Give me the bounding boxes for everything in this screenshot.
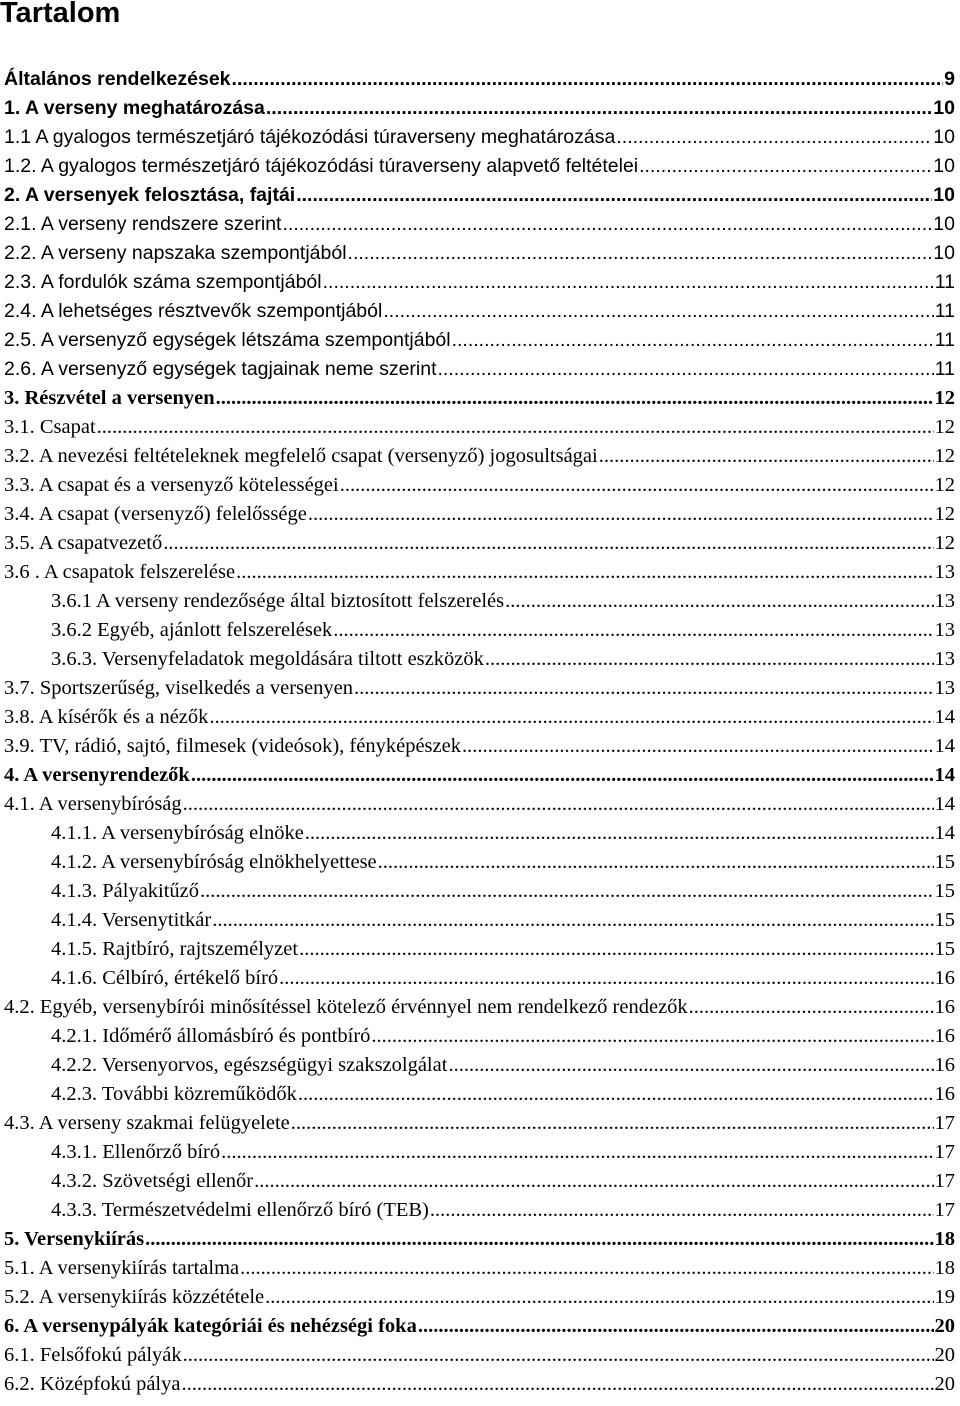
dot-leader: [505, 587, 933, 616]
dot-leader: [200, 877, 933, 906]
toc-entry[interactable]: [0, 645, 955, 674]
dot-leader: [266, 94, 932, 123]
toc-entry-label: 4.3.3. Természetvédelmi ellenőrző bíró (TEB): [51, 1199, 429, 1221]
toc-entry-label: 1.2. A gyalogos természetjáró tájékozódási túraverseny alapvető feltételei: [4, 155, 639, 177]
dot-leader: [183, 790, 934, 819]
toc-entry[interactable]: [0, 674, 955, 703]
dot-leader: [265, 1283, 933, 1312]
toc-entry-label: 2.4. A lehetséges résztvevők szempontjából: [4, 300, 383, 322]
toc-entry-page-number: 11: [934, 329, 955, 351]
toc-entry-label: 3.8. A kísérők és a nézők: [4, 706, 209, 728]
dot-leader: [254, 1167, 933, 1196]
dot-leader: [448, 1051, 933, 1080]
toc-entry-page-number: 14: [934, 822, 955, 844]
dot-leader: [348, 239, 933, 268]
toc-entry[interactable]: [0, 1080, 955, 1109]
toc-entry-page-number: 17: [934, 1112, 955, 1134]
dot-leader: [418, 1312, 934, 1341]
dot-leader: [298, 1080, 934, 1109]
dot-leader: [383, 297, 933, 326]
toc-entry-page-number: 11: [934, 358, 955, 380]
toc-entry-page-number: 10: [933, 213, 955, 235]
toc-entry-page-number: 10: [933, 155, 955, 177]
toc-entry-page-number: 13: [934, 561, 955, 583]
toc-entry-page-number: 17: [934, 1141, 955, 1163]
toc-entry-label: Általános rendelkezések: [4, 68, 231, 90]
toc-entry-label: 2.3. A fordulók száma szempontjából: [4, 271, 322, 293]
toc-entry-label: 4.1.5. Rajtbíró, rajtszemélyzet: [51, 938, 299, 960]
toc-entry-label: 3. Részvétel a versenyen: [4, 387, 215, 409]
toc-entry[interactable]: [0, 152, 955, 181]
dot-leader: [371, 1022, 933, 1051]
dot-leader: [145, 1225, 933, 1254]
toc-entry-label: 4.2.1. Időmérő állomásbíró és pontbíró: [51, 1025, 371, 1047]
toc-entry-page-number: 12: [934, 474, 955, 496]
dot-leader: [333, 616, 933, 645]
toc-entry-label: 4.3. A verseny szakmai felügyelete: [4, 1112, 290, 1134]
toc-entry[interactable]: [0, 123, 955, 152]
toc-entry-page-number: 14: [934, 735, 955, 757]
toc-entry[interactable]: [0, 529, 955, 558]
toc-entry-label: 2.6. A versenyző egységek tagjainak neme szerint: [4, 358, 437, 380]
dot-leader: [296, 181, 932, 210]
dot-leader: [236, 558, 933, 587]
toc-entry[interactable]: [0, 1022, 955, 1051]
toc-entry-page-number: 12: [934, 503, 955, 525]
toc-entry[interactable]: [0, 935, 955, 964]
toc-entry[interactable]: [0, 703, 955, 732]
toc-entry-page-number: 13: [934, 619, 955, 641]
toc-entry-page-number: 13: [934, 590, 955, 612]
dot-leader: [212, 906, 933, 935]
toc-entry-label: 6.2. Középfokú pálya: [4, 1373, 181, 1395]
toc-entry[interactable]: [0, 1225, 955, 1254]
toc-entry-page-number: 15: [934, 909, 955, 931]
toc-entry-label: 4.1.1. A versenybíróság elnöke: [51, 822, 304, 844]
toc-entry-page-number: 16: [934, 1025, 955, 1047]
toc-entry-page-number: 20: [934, 1315, 955, 1337]
toc-entry-page-number: 14: [934, 706, 955, 728]
toc-entry-page-number: 10: [933, 184, 955, 206]
toc-entry[interactable]: [0, 384, 955, 413]
toc-entry[interactable]: [0, 877, 955, 906]
toc-entry-label: 3.9. TV, rádió, sajtó, filmesek (videósok), fényképészek: [4, 735, 461, 757]
toc-entry[interactable]: [0, 732, 955, 761]
toc-entry[interactable]: [0, 326, 955, 355]
toc-entry[interactable]: [0, 65, 955, 94]
toc-entry-label: 4.1. A versenybíróság: [4, 793, 182, 815]
toc-entry-page-number: 20: [934, 1373, 955, 1395]
toc-entry[interactable]: [0, 906, 955, 935]
dot-leader: [599, 442, 934, 471]
toc-entry-page-number: 13: [934, 648, 955, 670]
toc-entry-page-number: 15: [934, 938, 955, 960]
toc-entry-page-number: 10: [933, 242, 955, 264]
toc-entry[interactable]: [0, 1254, 955, 1283]
dot-leader: [221, 1138, 933, 1167]
dot-leader: [462, 732, 934, 761]
dot-leader: [163, 529, 933, 558]
dot-leader: [282, 210, 932, 239]
dot-leader: [279, 964, 933, 993]
toc-entry-label: 3.6 . A csapatok felszerelése: [4, 561, 236, 583]
toc-entry-label: 4.1.3. Pályakitűző: [51, 880, 200, 902]
toc-entry[interactable]: [0, 1109, 955, 1138]
toc-entry-label: 4. A versenyrendezők: [4, 764, 190, 786]
toc-entry-label: 3.6.2 Egyéb, ajánlott felszerelések: [51, 619, 333, 641]
dot-leader: [354, 674, 934, 703]
toc-entry[interactable]: [0, 442, 955, 471]
toc-entry-label: 4.2. Egyéb, versenybírói minősítéssel kötelező érvénnyel nem rendelkező rendezők: [4, 996, 688, 1018]
toc-entry-label: 1. A verseny meghatározása: [4, 97, 265, 119]
dot-leader: [181, 1370, 933, 1399]
toc-entry-label: 4.1.6. Célbíró, értékelő bíró: [51, 967, 279, 989]
toc-entry-page-number: 11: [934, 300, 955, 322]
toc-entry-page-number: 20: [934, 1344, 955, 1366]
toc-entry-page-number: 14: [934, 793, 955, 815]
toc-entry[interactable]: [0, 1283, 955, 1312]
dot-leader: [191, 761, 934, 790]
dot-leader: [438, 355, 934, 384]
toc-entry[interactable]: [0, 616, 955, 645]
page-title: Tartalom: [0, 0, 121, 29]
toc-entry-label: 4.1.4. Versenytitkár: [51, 909, 212, 931]
toc-entry-label: 4.1.2. A versenybíróság elnökhelyettese: [51, 851, 377, 873]
dot-leader: [323, 268, 934, 297]
toc-entry[interactable]: [0, 558, 955, 587]
toc-entry-label: 3.6.1 A verseny rendezősége által biztosított felszerelés: [51, 590, 505, 612]
dot-leader: [209, 703, 933, 732]
toc-entry-page-number: 15: [934, 851, 955, 873]
toc-entry[interactable]: [0, 1341, 955, 1370]
toc-entry[interactable]: [0, 181, 955, 210]
toc-entry-page-number: 14: [934, 764, 955, 786]
toc-entry[interactable]: [0, 790, 955, 819]
dot-leader: [452, 326, 934, 355]
toc-entry-page-number: 12: [934, 532, 955, 554]
toc-entry[interactable]: [0, 355, 955, 384]
dot-leader: [183, 1341, 934, 1370]
toc-entry-page-number: 18: [934, 1228, 955, 1250]
toc-entry-page-number: 13: [934, 677, 955, 699]
toc-entry-page-number: 15: [934, 880, 955, 902]
toc-entry[interactable]: [0, 1312, 955, 1341]
toc-entry[interactable]: [0, 94, 955, 123]
toc-entry-label: 5. Versenykiírás: [4, 1228, 145, 1250]
toc-entry[interactable]: [0, 1138, 955, 1167]
toc-entry-label: 3.1. Csapat: [4, 416, 96, 438]
toc-entry[interactable]: [0, 210, 955, 239]
toc-entry-page-number: 16: [934, 996, 955, 1018]
toc-entry-page-number: 11: [934, 271, 955, 293]
dot-leader: [378, 848, 934, 877]
toc-entry[interactable]: [0, 1370, 955, 1399]
toc-entry-page-number: 10: [933, 97, 955, 119]
toc-entry-label: 1.1 A gyalogos természetjáró tájékozódási túraverseny meghatározása: [4, 126, 616, 148]
toc-entry[interactable]: [0, 1196, 955, 1225]
toc-entry-page-number: 12: [934, 416, 955, 438]
toc-entry-label: 4.2.3. További közreműködők: [51, 1083, 297, 1105]
toc-entry[interactable]: [0, 413, 955, 442]
toc-entry[interactable]: [0, 587, 955, 616]
toc-entry-label: 6.1. Felsőfokú pályák: [4, 1344, 182, 1366]
toc-entry-page-number: 12: [934, 387, 955, 409]
dot-leader: [639, 152, 932, 181]
toc-entry[interactable]: [0, 471, 955, 500]
toc-entry[interactable]: [0, 500, 955, 529]
toc-entry-label: 3.6.3. Versenyfeladatok megoldására tiltott eszközök: [51, 648, 484, 670]
dot-leader: [97, 413, 934, 442]
toc-entry-label: 5.2. A versenykiírás közzététele: [4, 1286, 265, 1308]
toc-entry-label: 3.4. A csapat (versenyző) felelőssége: [4, 503, 307, 525]
toc-entry-page-number: 17: [934, 1170, 955, 1192]
toc-entry-label: 5.1. A versenykiírás tartalma: [4, 1257, 240, 1279]
dot-leader: [485, 645, 934, 674]
dot-leader: [299, 935, 933, 964]
toc-entry-page-number: 10: [933, 126, 955, 148]
toc-entry[interactable]: [0, 1167, 955, 1196]
toc-entry[interactable]: [0, 297, 955, 326]
dot-leader: [616, 123, 932, 152]
toc-entry-label: 3.2. A nevezési feltételeknek megfelelő csapat (versenyző) jogosultságai: [4, 445, 598, 467]
dot-leader: [232, 65, 944, 94]
toc-entry-label: 4.3.1. Ellenőrző bíró: [51, 1141, 221, 1163]
toc-entry-page-number: 16: [934, 967, 955, 989]
toc-entry-label: 4.3.2. Szövetségi ellenőr: [51, 1170, 254, 1192]
toc-entry-label: 6. A versenypályák kategóriái és nehézségi foka: [4, 1315, 417, 1337]
toc-entry[interactable]: [0, 848, 955, 877]
toc-entry[interactable]: [0, 964, 955, 993]
dot-leader: [689, 993, 934, 1022]
dot-leader: [216, 384, 934, 413]
toc-entry[interactable]: [0, 993, 955, 1022]
toc-entry[interactable]: [0, 819, 955, 848]
toc-entry-page-number: 9: [944, 68, 955, 90]
toc-entry-page-number: 17: [934, 1199, 955, 1221]
toc-entry-page-number: 16: [934, 1054, 955, 1076]
toc-entry-page-number: 12: [934, 445, 955, 467]
toc-entry-label: 2.1. A verseny rendszere szerint: [4, 213, 282, 235]
toc-entry-label: 2. A versenyek felosztása, fajtái: [4, 184, 296, 206]
dot-leader: [430, 1196, 934, 1225]
dot-leader: [305, 819, 934, 848]
dot-leader: [308, 500, 934, 529]
dot-leader: [340, 471, 934, 500]
toc-entry[interactable]: [0, 1051, 955, 1080]
toc-entry-label: 3.5. A csapatvezető: [4, 532, 163, 554]
dot-leader: [291, 1109, 934, 1138]
toc-entry-label: 3.3. A csapat és a versenyző kötelességei: [4, 474, 339, 496]
toc-entry-label: 4.2.2. Versenyorvos, egészségügyi szakszolgálat: [51, 1054, 448, 1076]
toc-entry[interactable]: [0, 761, 955, 790]
dot-leader: [240, 1254, 933, 1283]
table-of-contents: [0, 65, 955, 1399]
toc-entry[interactable]: [0, 239, 955, 268]
toc-entry-page-number: 16: [934, 1083, 955, 1105]
toc-entry-label: 2.2. A verseny napszaka szempontjából: [4, 242, 347, 264]
toc-entry-label: 3.7. Sportszerűség, viselkedés a versenyen: [4, 677, 353, 699]
toc-entry-page-number: 18: [934, 1257, 955, 1279]
toc-entry-page-number: 19: [934, 1286, 955, 1308]
toc-entry-label: 2.5. A versenyző egységek létszáma szempontjából: [4, 329, 451, 351]
toc-entry[interactable]: [0, 268, 955, 297]
